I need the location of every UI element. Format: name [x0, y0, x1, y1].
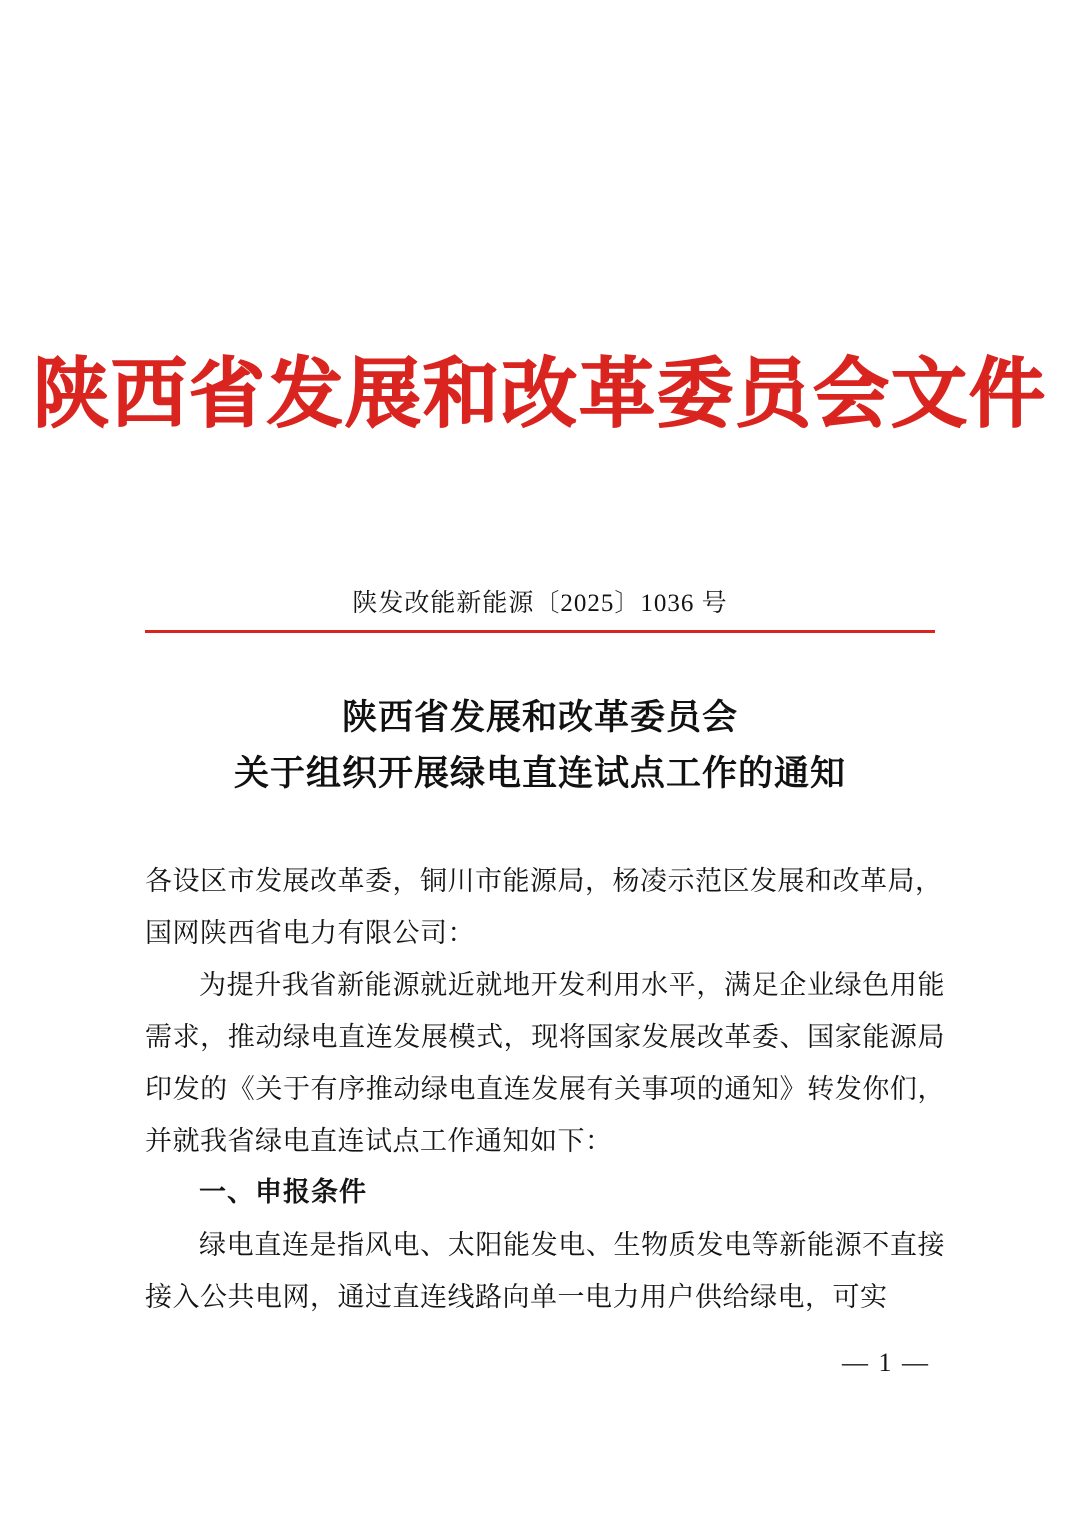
body-paragraph-1: 为提升我省新能源就近就地开发利用水平，满足企业绿色用能需求，推动绿电直连发展模式，现将国家发展改革委、国家能源局印发的《关于有序推动绿电直连发展有关事项的通知》转发你们，并就我省绿电直连试点工作通知如下：: [145, 970, 945, 1156]
document-title-line-2: 关于组织开展绿电直连试点工作的通知: [233, 753, 846, 794]
page-number: — 1 —: [842, 1348, 930, 1377]
document-title-line-1: 陕西省发展和改革委员会: [341, 697, 738, 738]
masthead-title: 陕西省发展和改革委员会文件: [33, 349, 1047, 438]
title-block: [0, 690, 1080, 802]
red-divider-rule: [145, 630, 935, 633]
recipients-line-1: 各设区市发展改革委，铜川市能源局，杨凌示范区发展和改革局，: [145, 866, 943, 896]
recipients-line-2: 国网陕西省电力有限公司：: [145, 918, 475, 948]
masthead: [0, 350, 1080, 437]
body-paragraph-2: 绿电直连是指风电、太阳能发电、生物质发电等新能源不直接接入公共电网，通过直连线路向单一电力用户供给绿电，可实: [145, 1230, 945, 1312]
section-heading-1: 一、申报条件: [199, 1177, 367, 1208]
document-body: [145, 855, 945, 1323]
document-number: 陕发改能新能源〔2025〕1036 号: [352, 590, 728, 617]
